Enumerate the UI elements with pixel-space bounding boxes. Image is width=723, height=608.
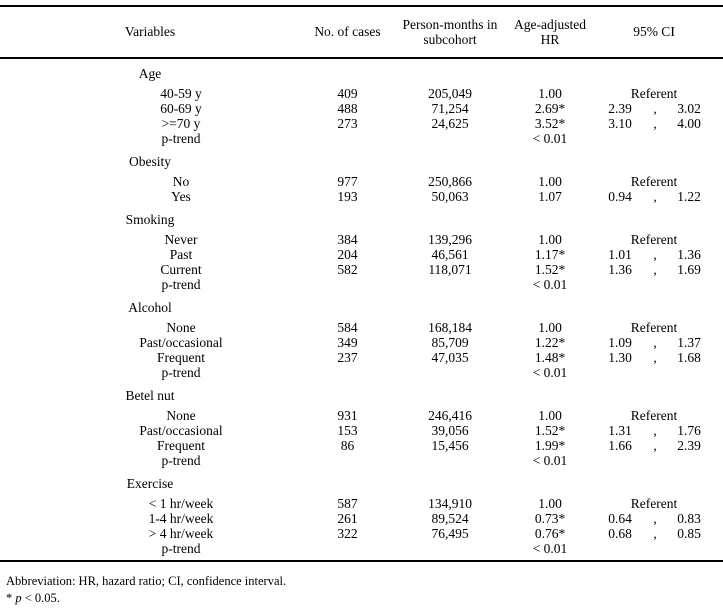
- section-header-row: [0, 476, 723, 492]
- ci-separator: ,: [653, 511, 657, 526]
- hr-cell: 1.22*: [534, 335, 566, 350]
- ci-cell: [595, 511, 713, 526]
- row-label: Frequent: [157, 438, 205, 453]
- table-section: [0, 66, 723, 146]
- section-header-row: [0, 154, 723, 170]
- row-label: 1-4 hr/week: [148, 511, 214, 526]
- ci-cell: [595, 277, 713, 292]
- header-ci-label: 95% CI: [633, 24, 675, 39]
- ci-upper-bound: 4.00: [677, 116, 701, 131]
- section-header-row: [0, 212, 723, 228]
- hr-cell: 1.99*: [534, 438, 566, 453]
- hr-cell: 1.17*: [534, 247, 566, 262]
- ci-cell: [595, 101, 713, 116]
- ci-cell: [595, 247, 713, 262]
- ci-cell: [595, 116, 713, 131]
- table-header-row: [0, 7, 723, 59]
- hr-cell: < 0.01: [532, 131, 568, 146]
- cases-cell: [300, 453, 395, 468]
- row-label: No: [172, 174, 190, 189]
- header-cell-cases: [300, 24, 395, 40]
- ci-cell: [595, 320, 713, 335]
- hr-cell: 0.73*: [534, 511, 566, 526]
- ci-separator: ,: [653, 335, 657, 350]
- cases-cell: 587: [337, 496, 358, 511]
- cases-cell: [300, 541, 395, 556]
- row-label: p-trend: [161, 131, 201, 146]
- ci-cell: [595, 232, 713, 247]
- ci-upper-bound: 1.36: [677, 247, 701, 262]
- table-row: [0, 232, 723, 247]
- hr-cell: 1.00: [538, 232, 562, 247]
- person-months-cell: 50,063: [431, 189, 469, 204]
- cases-cell: 349: [337, 335, 358, 350]
- person-months-cell: 71,254: [431, 101, 469, 116]
- person-months-cell: 47,035: [431, 350, 469, 365]
- hr-cell: 0.76*: [534, 526, 566, 541]
- person-months-cell: 85,709: [431, 335, 469, 350]
- paper-table-page: [0, 5, 723, 608]
- section-label: Betel nut: [125, 388, 175, 403]
- significance-note: [6, 590, 723, 607]
- header-cell-ci: [595, 24, 713, 40]
- row-label: < 1 hr/week: [148, 496, 214, 511]
- ci-lower-bound: 1.36: [608, 262, 632, 277]
- cases-cell: 86: [340, 438, 355, 453]
- table-row: [0, 408, 723, 423]
- person-months-cell: 168,184: [428, 320, 472, 335]
- significance-threshold: < 0.05.: [21, 591, 60, 605]
- ci-cell: [595, 438, 713, 453]
- row-label: Frequent: [157, 350, 205, 365]
- hr-cell: < 0.01: [532, 277, 568, 292]
- hr-cell: 1.00: [538, 174, 562, 189]
- ci-separator: ,: [653, 262, 657, 277]
- cases-cell: 273: [337, 116, 358, 131]
- table-section: [0, 476, 723, 556]
- hr-cell: 3.52*: [534, 116, 566, 131]
- referent-label: Referent: [630, 320, 678, 335]
- hr-cell: 1.48*: [534, 350, 566, 365]
- section-header-row: [0, 300, 723, 316]
- ci-cell: [595, 350, 713, 365]
- ci-separator: ,: [653, 350, 657, 365]
- cases-cell: 193: [337, 189, 358, 204]
- table-row: [0, 277, 723, 292]
- table-body: [0, 59, 723, 560]
- cases-cell: 582: [337, 262, 358, 277]
- ci-separator: ,: [653, 526, 657, 541]
- row-label: Past/occasional: [139, 335, 223, 350]
- row-label: None: [166, 320, 196, 335]
- ci-separator: ,: [653, 423, 657, 438]
- row-label: Past/occasional: [139, 423, 223, 438]
- row-label: None: [166, 408, 196, 423]
- cases-cell: 977: [337, 174, 358, 189]
- cases-cell: 931: [337, 408, 358, 423]
- cases-cell: [300, 365, 395, 380]
- ci-lower-bound: 0.94: [608, 189, 632, 204]
- person-months-cell: 134,910: [428, 496, 472, 511]
- table-section: [0, 388, 723, 468]
- referent-label: Referent: [630, 86, 678, 101]
- header-hr-label: Age-adjusted HR: [514, 16, 586, 47]
- ci-cell: [595, 408, 713, 423]
- hr-cell: 1.52*: [534, 262, 566, 277]
- row-label: p-trend: [161, 365, 201, 380]
- ci-upper-bound: 1.76: [677, 423, 701, 438]
- ci-lower-bound: 1.30: [608, 350, 632, 365]
- table-row: [0, 453, 723, 468]
- ci-upper-bound: 0.85: [677, 526, 701, 541]
- cases-cell: 204: [337, 247, 358, 262]
- section-header-row: [0, 66, 723, 82]
- row-label: p-trend: [161, 453, 201, 468]
- person-months-cell: 205,049: [428, 86, 472, 101]
- row-label: 60-69 y: [160, 101, 202, 116]
- person-months-cell: 118,071: [428, 262, 472, 277]
- ci-separator: ,: [653, 116, 657, 131]
- table-row: [0, 116, 723, 131]
- person-months-cell: 246,416: [428, 408, 472, 423]
- table-row: [0, 541, 723, 556]
- hr-cell: 1.07: [538, 189, 562, 204]
- section-label: Age: [138, 66, 162, 81]
- table-row: [0, 438, 723, 453]
- ci-upper-bound: 0.83: [677, 511, 701, 526]
- table-row: [0, 350, 723, 365]
- cases-cell: 584: [337, 320, 358, 335]
- significance-p-symbol: p: [15, 591, 22, 605]
- table-row: [0, 131, 723, 146]
- person-months-cell: 24,625: [431, 116, 469, 131]
- row-label: Current: [160, 262, 202, 277]
- hr-cell: 2.69*: [534, 101, 566, 116]
- table-row: [0, 86, 723, 101]
- row-label: >=70 y: [161, 116, 201, 131]
- table-row: [0, 423, 723, 438]
- hr-cell: 1.00: [538, 320, 562, 335]
- section-label: Exercise: [126, 476, 174, 491]
- table-row: [0, 247, 723, 262]
- header-cell-hr: [505, 17, 595, 48]
- table-row: [0, 496, 723, 511]
- ci-separator: ,: [653, 101, 657, 116]
- row-label: > 4 hr/week: [148, 526, 214, 541]
- table-row: [0, 189, 723, 204]
- person-months-cell: 76,495: [431, 526, 469, 541]
- ci-upper-bound: 2.39: [677, 438, 701, 453]
- ci-lower-bound: 0.64: [608, 511, 632, 526]
- referent-label: Referent: [630, 408, 678, 423]
- table-section: [0, 300, 723, 380]
- person-months-cell: 46,561: [431, 247, 469, 262]
- section-label: Obesity: [129, 154, 171, 169]
- cases-cell: 409: [337, 86, 358, 101]
- hr-cell: < 0.01: [532, 541, 568, 556]
- ci-upper-bound: 1.68: [677, 350, 701, 365]
- table-row: [0, 511, 723, 526]
- referent-label: Referent: [630, 496, 678, 511]
- ci-separator: ,: [653, 247, 657, 262]
- row-label: p-trend: [161, 541, 201, 556]
- header-cell-variables: [0, 24, 300, 40]
- table-row: [0, 335, 723, 350]
- ci-cell: [595, 262, 713, 277]
- ci-cell: [595, 541, 713, 556]
- cases-cell: 153: [337, 423, 358, 438]
- hr-cell: < 0.01: [532, 453, 568, 468]
- hr-cell: 1.00: [538, 408, 562, 423]
- ci-separator: ,: [653, 438, 657, 453]
- ci-lower-bound: 0.68: [608, 526, 632, 541]
- ci-cell: [595, 423, 713, 438]
- person-months-cell: [395, 277, 505, 292]
- ci-lower-bound: 1.31: [608, 423, 632, 438]
- results-table: [0, 5, 723, 562]
- ci-lower-bound: 1.66: [608, 438, 632, 453]
- ci-cell: [595, 174, 713, 189]
- cases-cell: [300, 277, 395, 292]
- referent-label: Referent: [630, 232, 678, 247]
- ci-lower-bound: 3.10: [608, 116, 632, 131]
- ci-cell: [595, 189, 713, 204]
- cases-cell: 237: [337, 350, 358, 365]
- cases-cell: 322: [337, 526, 358, 541]
- section-label: Alcohol: [128, 300, 172, 315]
- ci-cell: [595, 335, 713, 350]
- row-label: Past: [169, 247, 193, 262]
- table-row: [0, 526, 723, 541]
- abbreviation-note: Abbreviation: HR, hazard ratio; CI, confidence interval.: [6, 574, 287, 588]
- ci-upper-bound: 1.37: [677, 335, 701, 350]
- person-months-cell: [395, 453, 505, 468]
- cases-cell: 261: [337, 511, 358, 526]
- section-header-row: [0, 388, 723, 404]
- table-footnotes: [0, 573, 723, 607]
- ci-lower-bound: 1.01: [608, 247, 632, 262]
- row-label: p-trend: [161, 277, 201, 292]
- ci-cell: [595, 365, 713, 380]
- cases-cell: 384: [337, 232, 358, 247]
- table-section: [0, 154, 723, 204]
- person-months-cell: 15,456: [431, 438, 469, 453]
- ci-separator: ,: [653, 189, 657, 204]
- ci-upper-bound: 1.22: [677, 189, 701, 204]
- person-months-cell: 139,296: [428, 232, 472, 247]
- header-person-months-label: Person-months in subcohort: [402, 16, 498, 47]
- ci-cell: [595, 453, 713, 468]
- hr-cell: 1.00: [538, 496, 562, 511]
- table-row: [0, 101, 723, 116]
- ci-cell: [595, 526, 713, 541]
- header-cases-label: No. of cases: [314, 24, 381, 39]
- ci-cell: [595, 496, 713, 511]
- referent-label: Referent: [630, 174, 678, 189]
- person-months-cell: 39,056: [431, 423, 469, 438]
- ci-upper-bound: 3.02: [677, 101, 701, 116]
- hr-cell: < 0.01: [532, 365, 568, 380]
- header-cell-person-months: [395, 17, 505, 48]
- table-row: [0, 174, 723, 189]
- person-months-cell: 89,524: [431, 511, 469, 526]
- hr-cell: 1.00: [538, 86, 562, 101]
- hr-cell: 1.52*: [534, 423, 566, 438]
- row-label: Never: [164, 232, 198, 247]
- cases-cell: 488: [337, 101, 358, 116]
- table-section: [0, 212, 723, 292]
- ci-cell: [595, 86, 713, 101]
- table-row: [0, 365, 723, 380]
- ci-cell: [595, 131, 713, 146]
- table-row: [0, 320, 723, 335]
- ci-lower-bound: 2.39: [608, 101, 632, 116]
- row-label: 40-59 y: [160, 86, 202, 101]
- row-label: Yes: [171, 189, 191, 204]
- person-months-cell: 250,866: [428, 174, 472, 189]
- significance-asterisk: *: [6, 591, 16, 605]
- person-months-cell: [395, 541, 505, 556]
- header-variables-label: Variables: [124, 24, 176, 39]
- ci-upper-bound: 1.69: [677, 262, 701, 277]
- cases-cell: [300, 131, 395, 146]
- section-label: Smoking: [125, 212, 175, 227]
- ci-lower-bound: 1.09: [608, 335, 632, 350]
- table-row: [0, 262, 723, 277]
- person-months-cell: [395, 365, 505, 380]
- person-months-cell: [395, 131, 505, 146]
